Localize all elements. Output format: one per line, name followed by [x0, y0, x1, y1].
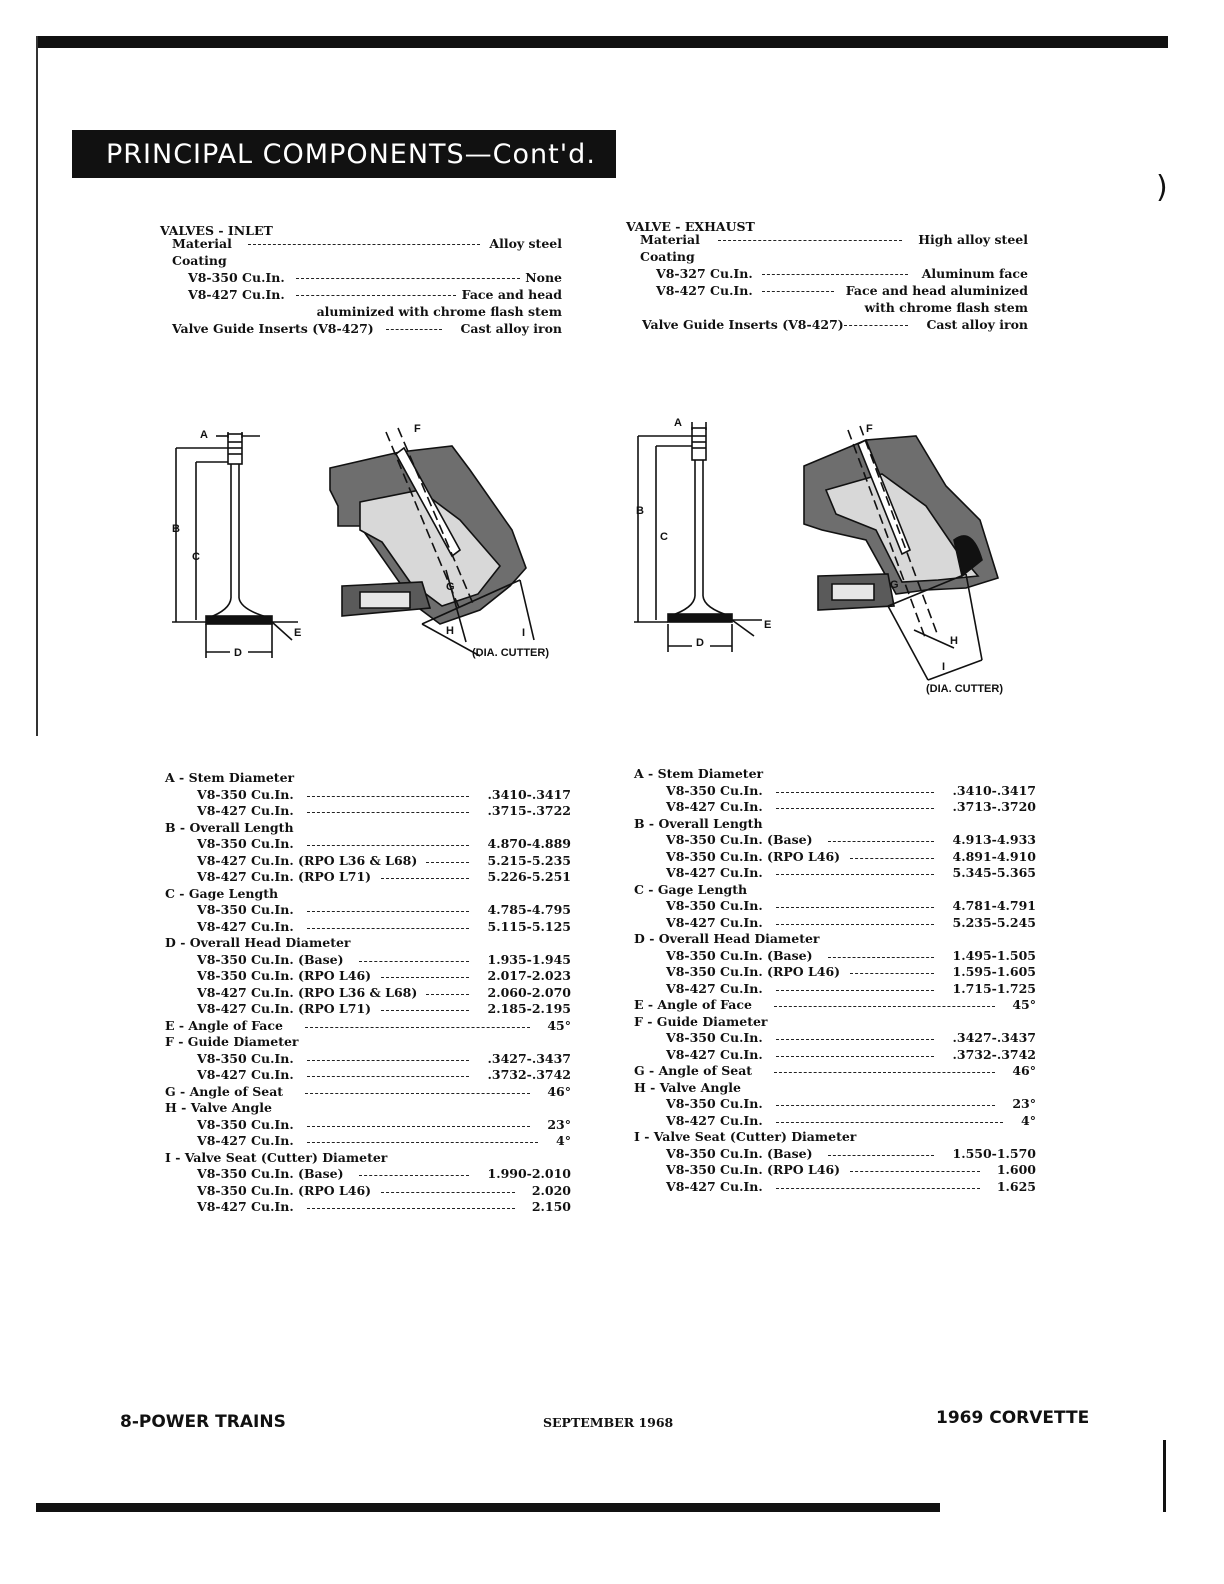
inlet-table-row-leader	[381, 977, 469, 978]
exhaust-table-row-value: .3732-.3742	[952, 1046, 1036, 1062]
inlet-table-row-leader	[381, 1192, 515, 1193]
inlet-table-row-label: V8-350 Cu.In.	[197, 1116, 294, 1132]
exhaust-label-a: A	[674, 417, 682, 429]
exhaust-label-e: E	[764, 619, 772, 631]
exhaust-table-row	[634, 816, 1036, 833]
exhaust-table-row-label: V8-427 Cu.In.	[666, 865, 763, 880]
inlet-table-row	[165, 770, 571, 787]
exhaust-table-row-label: V8-350 Cu.In.	[666, 1096, 763, 1111]
inlet-label-a: A	[200, 429, 208, 441]
exhaust-table-row-value: 23°	[1012, 1096, 1036, 1111]
inlet-table-row-label: H - Valve Angle	[165, 1100, 272, 1115]
inlet-table-row-label: V8-350 Cu.In.	[197, 902, 294, 917]
exhaust-table-row-label: V8-427 Cu.In.	[666, 799, 763, 814]
inlet-table-row-value: 45°	[547, 1017, 571, 1033]
inlet-table-row	[165, 1150, 571, 1167]
exhaust-table-row	[634, 1146, 1036, 1163]
exhaust-table-row-label: V8-350 Cu.In.	[666, 782, 763, 798]
exhaust-table-row	[634, 964, 1036, 981]
exhaust-table-row	[634, 1179, 1036, 1196]
inlet-heading: VALVES - INLET	[160, 223, 273, 238]
exhaust-coating-327-value: Aluminum face	[921, 266, 1028, 281]
inlet-table-row-label: G - Angle of Seat	[165, 1083, 284, 1099]
exhaust-label-cutter: (DIA. CUTTER)	[926, 683, 1003, 695]
inlet-table-row-value: .3427-.3437	[487, 1050, 571, 1066]
exhaust-table-row-value: .3410-.3417	[952, 782, 1036, 798]
inlet-table-row	[165, 968, 571, 985]
inlet-table-row-leader	[307, 796, 469, 797]
inlet-label-e: E	[294, 627, 302, 639]
exhaust-table-row-label: F - Guide Diameter	[634, 1013, 768, 1029]
exhaust-table-row-leader	[850, 973, 934, 974]
inlet-valve-diagram	[160, 410, 600, 680]
inlet-table-row-value: 2.017-2.023	[487, 968, 571, 983]
exhaust-table-row-label: V8-427 Cu.In.	[666, 914, 763, 930]
exhaust-table-row-label: B - Overall Length	[634, 815, 763, 831]
exhaust-table-row-value: 5.235-5.245	[952, 914, 1036, 930]
exhaust-table-row	[634, 832, 1036, 849]
exhaust-coating-427-label: V8-427 Cu.In.	[656, 283, 753, 298]
exhaust-table-row-label: V8-427 Cu.In.	[666, 1178, 763, 1194]
inlet-table-row	[165, 1084, 571, 1101]
inlet-table-row	[165, 1018, 571, 1035]
inlet-table-row-label: C - Gage Length	[165, 885, 279, 901]
inlet-table-row	[165, 1100, 571, 1117]
inlet-table-row-value: 46°	[547, 1083, 571, 1099]
inlet-table-row-label: V8-350 Cu.In. (Base)	[197, 951, 344, 967]
exhaust-table-row-label: I - Valve Seat (Cutter) Diameter	[634, 1129, 857, 1144]
inlet-table-row-value: 5.215-5.235	[487, 852, 571, 868]
inlet-table-row-value: .3715-.3722	[487, 803, 571, 818]
exhaust-table-row-leader	[776, 907, 934, 908]
exhaust-table-row	[634, 915, 1036, 932]
inlet-table-row-label: V8-427 Cu.In. (RPO L36 & L68)	[197, 852, 418, 868]
inlet-table-row-leader	[426, 994, 470, 995]
exhaust-table-row-label: A - Stem Diameter	[634, 766, 764, 781]
inlet-table-row	[165, 1117, 571, 1134]
inlet-table-row-leader	[307, 1126, 530, 1127]
exhaust-table-row	[634, 1080, 1036, 1097]
inlet-table-row	[165, 787, 571, 804]
footer-model: 1969 CORVETTE	[936, 1408, 1090, 1428]
exhaust-table-row-label: V8-350 Cu.In. (RPO L46)	[666, 1162, 841, 1177]
exhaust-table-row-leader	[828, 957, 934, 958]
exhaust-table-row	[634, 997, 1036, 1014]
inlet-table-row	[165, 803, 571, 820]
exhaust-table-row	[634, 1047, 1036, 1064]
exhaust-guide-value: Cast alloy iron	[926, 317, 1028, 332]
inlet-table-row	[165, 1034, 571, 1051]
exhaust-table-row	[634, 1162, 1036, 1179]
exhaust-table-row-leader	[850, 858, 934, 859]
exhaust-table-row-label: C - Gage Length	[634, 881, 748, 897]
exhaust-table-row-value: 1.715-1.725	[952, 980, 1036, 996]
inlet-table-row-value: 2.150	[531, 1199, 571, 1214]
exhaust-coating-label: Coating	[640, 249, 695, 264]
page-title	[72, 130, 616, 178]
inlet-table-row	[165, 952, 571, 969]
inlet-table-row-label: V8-350 Cu.In.	[197, 836, 294, 851]
exhaust-table-row-leader	[776, 1039, 934, 1040]
inlet-coating-350-label: V8-350 Cu.In.	[188, 270, 285, 285]
inlet-table-row-value: 1.990-2.010	[487, 1166, 571, 1181]
inlet-table-row	[165, 985, 571, 1002]
exhaust-table-row-label: V8-350 Cu.In.	[666, 1030, 763, 1045]
inlet-table-row-leader	[381, 1010, 469, 1011]
inlet-label-i: I	[522, 627, 526, 639]
exhaust-table-row-label: V8-350 Cu.In. (Base)	[666, 947, 813, 963]
inlet-table-row-leader	[307, 1142, 538, 1143]
exhaust-table-row-leader	[776, 1122, 1003, 1123]
exhaust-table-row	[634, 849, 1036, 866]
exhaust-coating-427-value: Face and head aluminized	[845, 283, 1028, 298]
inlet-table-row-leader	[307, 845, 469, 846]
inlet-table-row	[165, 820, 571, 837]
inlet-label-g: G	[446, 581, 455, 593]
inlet-table-row-value: 5.115-5.125	[487, 918, 571, 934]
inlet-table-row-leader	[359, 961, 469, 962]
inlet-table-row	[165, 869, 571, 886]
inlet-table-row-label: D - Overall Head Diameter	[165, 935, 351, 950]
exhaust-table-row-label: V8-350 Cu.In.	[666, 898, 763, 913]
exhaust-table-row-leader	[776, 792, 934, 793]
inlet-table-row-leader	[359, 1175, 469, 1176]
exhaust-table-row-label: H - Valve Angle	[634, 1079, 741, 1095]
inlet-coating-427-label: V8-427 Cu.In.	[188, 287, 285, 302]
inlet-table-row	[165, 1001, 571, 1018]
exhaust-table-row-value: 5.345-5.365	[952, 865, 1036, 880]
inlet-table-row-value: 5.226-5.251	[487, 869, 571, 884]
inlet-table-row-leader	[426, 862, 470, 863]
inlet-table-row-label: V8-350 Cu.In. (RPO L46)	[197, 1182, 372, 1198]
inlet-table-row	[165, 1183, 571, 1200]
inlet-table-row-leader	[381, 878, 469, 879]
exhaust-table-row	[634, 1014, 1036, 1031]
exhaust-label-c: C	[660, 531, 668, 543]
page-title-text: PRINCIPAL COMPONENTS—Cont'd.	[106, 138, 596, 170]
inlet-table-row-label: V8-427 Cu.In. (RPO L36 & L68)	[197, 984, 418, 1000]
exhaust-table-row	[634, 882, 1036, 899]
exhaust-table-row-leader	[774, 1072, 995, 1073]
exhaust-coating-327-label: V8-327 Cu.In.	[656, 266, 753, 281]
exhaust-head-section	[804, 426, 998, 680]
exhaust-table-row	[634, 1063, 1036, 1080]
bottom-border-bar	[36, 1503, 940, 1512]
inlet-coating-350-value: None	[525, 270, 562, 285]
exhaust-table-row-value: 4.781-4.791	[952, 898, 1036, 913]
inlet-table-row	[165, 1067, 571, 1084]
exhaust-material-value: High alloy steel	[918, 232, 1028, 247]
exhaust-table-row-leader	[776, 1188, 980, 1189]
footer-section-label: 8-POWER TRAINS	[120, 1412, 286, 1432]
inlet-dimensions-table	[165, 770, 571, 1216]
inlet-table-row	[165, 1199, 571, 1216]
exhaust-valve-diagram	[626, 410, 1046, 700]
inlet-material-label: Material	[172, 236, 232, 251]
exhaust-table-row	[634, 948, 1036, 965]
inlet-table-row-leader	[307, 911, 469, 912]
exhaust-label-i: I	[942, 661, 946, 673]
inlet-table-row-value: 4°	[556, 1133, 571, 1148]
inlet-table-row-label: V8-350 Cu.In.	[197, 786, 294, 802]
right-border-line	[1163, 1440, 1166, 1512]
exhaust-table-row-label: V8-350 Cu.In. (Base)	[666, 832, 813, 847]
exhaust-dimensions-table	[634, 766, 1036, 1195]
exhaust-table-row	[634, 1113, 1036, 1130]
exhaust-table-row-value: 1.495-1.505	[952, 947, 1036, 963]
exhaust-table-row-leader	[776, 924, 934, 925]
exhaust-valve-drawing	[634, 422, 762, 652]
inlet-table-row-value: 2.020	[531, 1182, 571, 1198]
inlet-table-row-label: A - Stem Diameter	[165, 770, 295, 785]
exhaust-table-row-value: 4.891-4.910	[952, 848, 1036, 864]
exhaust-table-row-leader	[776, 808, 934, 809]
exhaust-label-d: D	[696, 637, 704, 649]
inlet-table-row	[165, 919, 571, 936]
exhaust-table-row-leader	[850, 1171, 980, 1172]
inlet-label-b: B	[172, 523, 180, 535]
exhaust-table-row-value: 45°	[1012, 997, 1036, 1012]
exhaust-table-row-label: V8-427 Cu.In.	[666, 1046, 763, 1062]
inlet-table-row	[165, 1133, 571, 1150]
inlet-table-row-label: V8-427 Cu.In.	[197, 1067, 294, 1082]
inlet-table-row-leader	[307, 1208, 515, 1209]
footer-date: SEPTEMBER 1968	[543, 1415, 674, 1430]
exhaust-table-row-leader	[776, 1056, 934, 1057]
scan-mark: )	[1156, 170, 1168, 205]
inlet-table-row-label: V8-350 Cu.In. (Base)	[197, 1166, 344, 1181]
inlet-table-row	[165, 1166, 571, 1183]
exhaust-table-row-label: E - Angle of Face	[634, 997, 752, 1012]
exhaust-material-label: Material	[640, 232, 700, 247]
exhaust-table-row	[634, 931, 1036, 948]
inlet-table-row	[165, 836, 571, 853]
inlet-table-row-value: 4.785-4.795	[487, 902, 571, 917]
inlet-table-row-leader	[307, 1060, 469, 1061]
exhaust-table-row-value: .3713-.3720	[952, 799, 1036, 814]
exhaust-table-row	[634, 783, 1036, 800]
inlet-table-row-leader	[305, 1027, 530, 1028]
inlet-table-row-value: 2.185-2.195	[487, 1001, 571, 1016]
inlet-table-row-value: .3410-.3417	[487, 786, 571, 802]
left-border-line	[36, 36, 38, 736]
exhaust-table-row-value: 1.550-1.570	[952, 1145, 1036, 1161]
exhaust-table-row	[634, 1096, 1036, 1113]
exhaust-table-row	[634, 766, 1036, 783]
exhaust-label-g: G	[890, 579, 899, 591]
inlet-table-row-label: E - Angle of Face	[165, 1017, 283, 1033]
exhaust-table-row-value: 4°	[1021, 1112, 1036, 1128]
inlet-label-f: F	[414, 423, 421, 435]
inlet-table-row-value: 23°	[547, 1116, 571, 1132]
inlet-table-row-label: B - Overall Length	[165, 819, 294, 835]
inlet-coating-427-value: Face and head	[461, 287, 562, 302]
exhaust-table-row	[634, 1129, 1036, 1146]
inlet-table-row-label: V8-350 Cu.In.	[197, 1050, 294, 1066]
exhaust-table-row-value: 4.913-4.933	[952, 832, 1036, 847]
inlet-table-row-label: V8-427 Cu.In.	[197, 1199, 294, 1214]
exhaust-heading: VALVE - EXHAUST	[626, 219, 755, 234]
exhaust-table-row-value: 46°	[1012, 1063, 1036, 1078]
exhaust-label-f: F	[866, 423, 873, 435]
exhaust-table-row	[634, 898, 1036, 915]
exhaust-table-row-leader	[828, 1155, 934, 1156]
inlet-table-row-label: V8-427 Cu.In.	[197, 1133, 294, 1148]
inlet-valve-drawing	[172, 432, 298, 658]
exhaust-valve-spec	[626, 218, 1028, 333]
inlet-coating-427-value-2: aluminized with chrome flash stem	[316, 304, 562, 319]
exhaust-table-row-value: 1.600	[996, 1162, 1036, 1177]
inlet-table-row-label: F - Guide Diameter	[165, 1034, 299, 1049]
top-border-bar	[36, 36, 1168, 48]
inlet-table-row-label: V8-350 Cu.In. (RPO L46)	[197, 968, 372, 983]
exhaust-table-row-leader	[776, 874, 934, 875]
inlet-table-row	[165, 935, 571, 952]
exhaust-label-h: H	[950, 635, 958, 647]
inlet-label-h: H	[446, 625, 454, 637]
exhaust-table-row-value: .3427-.3437	[952, 1030, 1036, 1045]
inlet-table-row-leader	[307, 812, 469, 813]
exhaust-table-row-label: D - Overall Head Diameter	[634, 931, 820, 946]
inlet-table-row-value: .3732-.3742	[487, 1067, 571, 1082]
inlet-table-row	[165, 853, 571, 870]
exhaust-table-row-label: V8-350 Cu.In. (RPO L46)	[666, 848, 841, 864]
inlet-table-row	[165, 902, 571, 919]
exhaust-table-row	[634, 799, 1036, 816]
exhaust-table-row-leader	[776, 1105, 995, 1106]
exhaust-table-row-label: G - Angle of Seat	[634, 1063, 753, 1078]
inlet-label-c: C	[192, 551, 200, 563]
exhaust-table-row	[634, 981, 1036, 998]
inlet-head-section	[330, 428, 534, 656]
inlet-table-row-label: V8-427 Cu.In.	[197, 918, 294, 934]
exhaust-guide-label: Valve Guide Inserts (V8-427)	[642, 317, 844, 332]
inlet-table-row-leader	[307, 928, 469, 929]
inlet-table-row-label: V8-427 Cu.In.	[197, 803, 294, 818]
inlet-table-row-label: V8-427 Cu.In. (RPO L71)	[197, 1001, 372, 1016]
exhaust-table-row-value: 1.625	[996, 1178, 1036, 1194]
exhaust-table-row-label: V8-350 Cu.In. (Base)	[666, 1145, 813, 1161]
inlet-table-row-label: V8-427 Cu.In. (RPO L71)	[197, 869, 372, 884]
inlet-table-row	[165, 886, 571, 903]
exhaust-label-b: B	[636, 505, 644, 517]
exhaust-table-row	[634, 865, 1036, 882]
inlet-table-row-value: 2.060-2.070	[487, 984, 571, 1000]
inlet-guide-value: Cast alloy iron	[460, 321, 562, 336]
inlet-guide-label: Valve Guide Inserts (V8-427)	[172, 321, 374, 336]
inlet-material-value: Alloy steel	[489, 236, 562, 251]
exhaust-table-row-value: 1.595-1.605	[952, 964, 1036, 979]
inlet-table-row-value: 1.935-1.945	[487, 951, 571, 967]
inlet-valve-spec	[160, 222, 562, 337]
exhaust-table-row-leader	[774, 1006, 995, 1007]
exhaust-table-row-label: V8-427 Cu.In.	[666, 980, 763, 996]
exhaust-table-row	[634, 1030, 1036, 1047]
inlet-table-row-leader	[307, 1076, 469, 1077]
inlet-table-row-leader	[305, 1093, 530, 1094]
inlet-coating-label: Coating	[172, 253, 227, 268]
exhaust-table-row-leader	[828, 841, 934, 842]
exhaust-table-row-label: V8-350 Cu.In. (RPO L46)	[666, 964, 841, 979]
inlet-label-d: D	[234, 647, 242, 659]
exhaust-table-row-leader	[776, 990, 934, 991]
inlet-table-row-value: 4.870-4.889	[487, 836, 571, 851]
exhaust-coating-427-value-2: with chrome flash stem	[864, 300, 1028, 315]
inlet-label-cutter: (DIA. CUTTER)	[472, 647, 549, 659]
exhaust-table-row-label: V8-427 Cu.In.	[666, 1112, 763, 1128]
inlet-table-row-label: I - Valve Seat (Cutter) Diameter	[165, 1149, 388, 1165]
inlet-table-row	[165, 1051, 571, 1068]
